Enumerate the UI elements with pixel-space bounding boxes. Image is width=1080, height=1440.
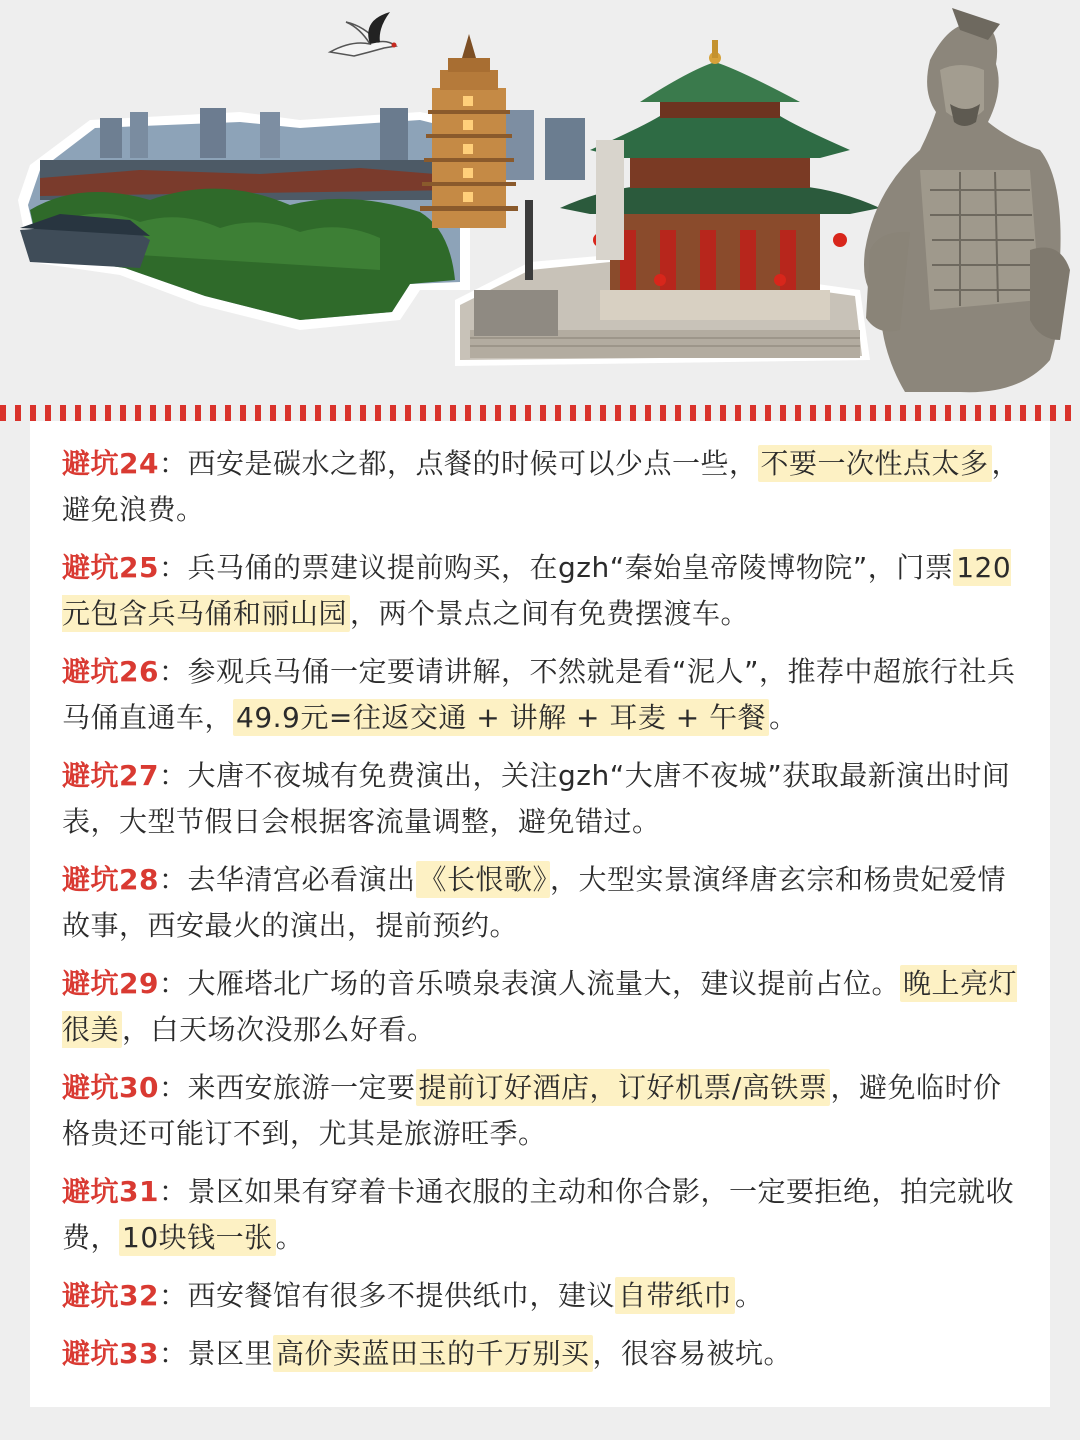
tip-text: 来西安旅游一定要 <box>187 1071 416 1104</box>
tip-item <box>62 961 1022 1053</box>
tip-text: 参观兵马俑一定要请讲解，不然就是看“泥人”，推荐中超旅行社兵马俑直通车， <box>62 655 1016 734</box>
tip-label: 避坑28 <box>62 863 159 896</box>
tip-highlight: 不要一次性点太多 <box>758 445 992 482</box>
tip-label: 避坑26 <box>62 655 159 688</box>
tip-item <box>62 753 1022 845</box>
tip-separator: ： <box>158 1071 188 1104</box>
dashed-divider <box>0 405 1080 421</box>
tip-text: 去华清宫必看演出 <box>187 863 416 896</box>
tip-text: 西安餐馆有很多不提供纸巾，建议 <box>187 1279 615 1312</box>
tip-text: 大唐不夜城有免费演出，关注gzh“大唐不夜城”获取最新演出时间表，大型节假日会根据客流量调整，避免错过。 <box>62 759 1011 838</box>
tip-item <box>62 545 1022 637</box>
tip-separator: ： <box>158 447 188 480</box>
crane-bird-icon <box>330 12 397 56</box>
tip-highlight: 提前订好酒店，订好机票/高铁票 <box>416 1069 831 1106</box>
tip-separator: ： <box>158 551 188 584</box>
tip-separator: ： <box>158 655 188 688</box>
tip-highlight: 10块钱一张 <box>119 1219 276 1256</box>
tip-label: 避坑31 <box>62 1175 159 1208</box>
tip-separator: ： <box>158 1279 188 1312</box>
tip-text: ，白天场次没那么好看。 <box>122 1013 436 1046</box>
tip-text: 兵马俑的票建议提前购买，在gzh“秦始皇帝陵博物院”，门票 <box>187 551 954 584</box>
terracotta-warrior-figure <box>864 8 1070 392</box>
tip-item <box>62 441 1022 533</box>
tip-highlight: 《长恨歌》 <box>416 861 551 898</box>
tip-item <box>62 857 1022 949</box>
tip-separator: ： <box>158 759 188 792</box>
header-illustration <box>0 0 1080 400</box>
tip-label: 避坑27 <box>62 759 159 792</box>
tip-text: 景区里 <box>187 1337 273 1370</box>
tip-item <box>62 1331 1022 1377</box>
tip-text: 。 <box>735 1279 764 1312</box>
tip-separator: ： <box>158 863 188 896</box>
tip-label: 避坑30 <box>62 1071 159 1104</box>
tip-text: 。 <box>769 701 798 734</box>
tip-separator: ： <box>158 967 188 1000</box>
tips-list <box>62 441 1022 1389</box>
tip-item <box>62 1065 1022 1157</box>
tip-text: 大雁塔北广场的音乐喷泉表演人流量大，建议提前占位。 <box>187 967 900 1000</box>
tip-label: 避坑24 <box>62 447 159 480</box>
tip-item <box>62 1273 1022 1319</box>
tips-card <box>30 421 1050 1407</box>
bell-tower-photo <box>455 40 880 366</box>
tip-text: 景区如果有穿着卡通衣服的主动和你合影，一定要拒绝，拍完就收费， <box>62 1175 1014 1254</box>
tip-highlight: 120元包含兵马俑和丽山园 <box>62 551 1012 630</box>
tip-label: 避坑33 <box>62 1337 159 1370</box>
tip-item <box>62 649 1022 741</box>
tip-separator: ： <box>158 1337 188 1370</box>
tip-text: ，避免临时价格贵还可能订不到，尤其是旅游旺季。 <box>62 1071 1002 1150</box>
tip-highlight: 49.9元=往返交通 + 讲解 + 耳麦 + 午餐 <box>233 699 769 736</box>
tip-text: ，避免浪费。 <box>62 447 1021 526</box>
xian-landmarks-collage <box>0 0 1080 400</box>
tip-text: ，很容易被坑。 <box>592 1337 793 1370</box>
wild-goose-pagoda <box>420 34 518 228</box>
tip-text: ，大型实景演绎唐玄宗和杨贵妃爱情故事，西安最火的演出，提前预约。 <box>62 863 1007 942</box>
tip-label: 避坑29 <box>62 967 159 1000</box>
tip-label: 避坑25 <box>62 551 159 584</box>
tip-label: 避坑32 <box>62 1279 159 1312</box>
tip-highlight: 自带纸巾 <box>615 1277 735 1314</box>
tip-text: 西安是碳水之都，点餐的时候可以少点一些， <box>187 447 758 480</box>
tip-highlight: 高价卖蓝田玉的千万别买 <box>273 1335 593 1372</box>
tip-text: 。 <box>275 1221 305 1254</box>
tip-separator: ： <box>158 1175 188 1208</box>
tip-text: ，两个景点之间有免费摆渡车。 <box>350 597 750 630</box>
tip-highlight: 晚上亮灯很美 <box>62 967 1018 1046</box>
tip-item <box>62 1169 1022 1261</box>
